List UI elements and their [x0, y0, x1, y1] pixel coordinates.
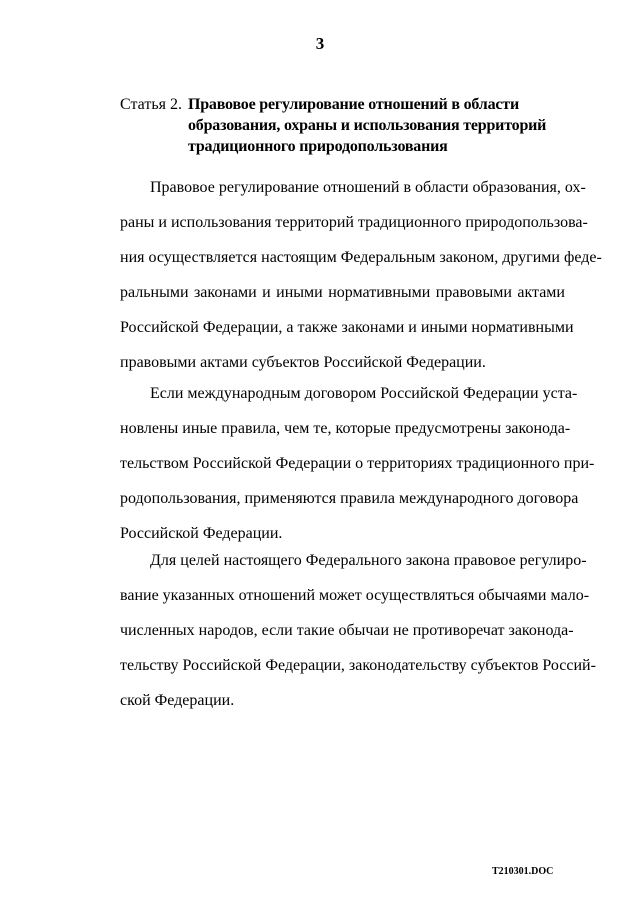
paragraph-1 [120, 170, 602, 380]
paragraph-line: раны и использования территорий традиционного природопользова- [120, 214, 588, 231]
paragraph-line: ской Федерации. [120, 692, 235, 709]
article-title-line: традиционного природопользования [187, 138, 448, 155]
paragraph-line: вание указанных отношений может осуществляться обычаями мало- [120, 587, 590, 604]
paragraph-line: новлены иные правила, чем те, которые предусмотрены законода- [120, 420, 571, 437]
document-code: T210301.DOC [492, 866, 554, 877]
paragraph-line: Правовое регулирование отношений в области образования, ох- [150, 179, 586, 196]
paragraph-line: тельством Российской Федерации о территориях традиционного при- [120, 455, 595, 472]
paragraph-line: Российской Федерации, а также законами и иными нормативными [120, 319, 574, 336]
paragraph-line: тельству Российской Федерации, законодательству субъектов Россий- [120, 657, 596, 674]
paragraph-line: ральными законами и иными нормативными правовыми актами [120, 284, 565, 301]
paragraph-line: численных народов, если такие обычаи не противоречат законода- [120, 622, 574, 639]
article-title-line: Правовое регулирование отношений в области [187, 96, 519, 113]
article-heading [120, 94, 590, 157]
paragraph-line: Для целей настоящего Федерального закона правовое регулиро- [150, 552, 587, 569]
paragraph-line: Российской Федерации. [120, 525, 283, 542]
article-title [188, 94, 546, 157]
paragraph-line: Если международным договором Российской Федерации уста- [150, 385, 578, 402]
article-title-line: образования, охраны и использования территорий [187, 117, 547, 134]
paragraph-3 [120, 543, 596, 718]
paragraph-line: ния осуществляется настоящим Федеральным законом, другими феде- [120, 249, 602, 266]
page-number: 3 [315, 34, 325, 53]
paragraph-2 [120, 376, 595, 551]
article-label: Статья 2. [120, 96, 182, 113]
paragraph-line: родопользования, применяются правила международного договора [120, 490, 579, 507]
paragraph-line: правовыми актами субъектов Российской Федерации. [120, 354, 486, 371]
